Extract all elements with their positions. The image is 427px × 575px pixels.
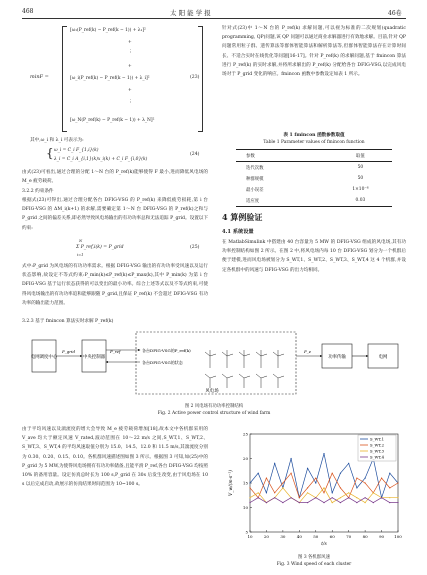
eq23-row-8: [ω_N(P_ref(k) − P_ref(k − 1)) + λ_N]²	[70, 118, 155, 123]
p-ref-mid-label: 各台DFIG-VSG的P_ref(k)	[142, 348, 191, 353]
left-paragraph-1	[22, 168, 208, 186]
eq23-row-1: [ω₁(P_ref(k) − P_ref(k − 1)) + λ₁]²	[70, 28, 146, 33]
table-cell-name: 适应度	[246, 198, 260, 204]
data-point	[397, 502, 398, 503]
eq23-row-4: +	[128, 64, 132, 69]
data-point	[315, 497, 316, 498]
data-point	[258, 473, 259, 474]
left-paragraph-1-text: 由式(23)可看出,通过合理的分配 1～N 台的 P_ref(k)能够使得 F 最小,进而降低风电场的 M_e 疲劳载荷。	[22, 170, 208, 185]
data-point	[266, 492, 267, 493]
data-point	[315, 482, 316, 483]
y-tick-label: 20	[242, 456, 248, 461]
heading-4-1: 4.1 系统设置	[222, 229, 254, 235]
data-point	[348, 497, 349, 498]
y-axis-label: V_w/(m·s⁻¹)	[229, 470, 234, 496]
eq25-number: (25)	[190, 245, 200, 250]
data-point	[315, 478, 316, 479]
right-paragraph-1	[222, 24, 406, 79]
eq24-number: (24)	[190, 152, 200, 157]
data-point	[323, 487, 324, 488]
turbine-icon	[205, 350, 216, 368]
data-point	[282, 487, 283, 488]
data-point	[332, 502, 333, 503]
left-paragraph-3-text: 式中:P_grid 为风电场的有功功率需求。根据 DFIG-VSG 输出的有功功率受风速以及运行状态影响,故设定不等式约束:P_min(k)≤P_ref(k)≤P_max(k),其中 P_min(k) 为第 i 台 DFIG-VSG 基于运行状态获得的可以变出的最小功率。综合上述等式以及不等式约束,可使得风电场输出的有功功率追和能够跟随 P_grid,且保证 P_ref(k) 不会超过 DFIG-VSG 有功功率的输出能力范围。	[22, 264, 208, 306]
data-point	[307, 502, 308, 503]
equation-23	[30, 24, 206, 134]
parameter-table	[236, 149, 392, 207]
eq23-row-6: +	[128, 88, 132, 93]
eq25: Σ P_ref,i(k) = P_grid	[76, 245, 124, 250]
x-tick-label: 20	[263, 534, 269, 539]
legend-label: S_WT,2	[370, 442, 384, 448]
data-point	[249, 502, 250, 503]
data-point	[266, 478, 267, 479]
data-point	[356, 478, 357, 479]
data-point	[356, 502, 357, 503]
data-point	[348, 492, 349, 493]
bottom-left-paragraph	[22, 425, 208, 489]
data-point	[299, 502, 300, 503]
data-point	[397, 497, 398, 498]
table-cell-name: 种群规模	[246, 176, 264, 182]
data-point	[274, 463, 275, 464]
table-cell-value: 50	[357, 176, 364, 181]
fig3-caption-en: Fig. 3 Wind speed of each cluster	[276, 562, 352, 567]
right-paragraph-1-text: 针对式(23)中 1～N 台的 P_ref(k) 求解问题,可以视为标准的二次规划(quadratic programming, QP)问题,该 QP 问题可以通过商业求解器进行有效地求解。目前,针对 QP 问题常用粒子群、遗传算法等群体智能算法和解析算法等,但群体智能算法存在计算时间长、不适合实时在线优化等问题[16-17]。针对 P_ref(k) 的求解问题,基于 fmincon 算法进行 P_ref(k) 的实时求解,并将所求解出的 P_ref(k) 分配给各台 DFIG-VSG,以完成风电场对于 P_grid 变化的响应。fmincon 函数中参数设定如表 1 所示。	[222, 26, 406, 78]
eq23-number: (23)	[190, 75, 200, 80]
table-row	[236, 195, 392, 207]
table1-title-cn: 表 1 fmincon 函数参数取值	[283, 133, 345, 138]
controller-label: 中央控制器	[83, 355, 105, 360]
data-point	[348, 463, 349, 464]
right-paragraph-2	[222, 238, 406, 275]
turbine-icon	[256, 350, 267, 368]
heading-3-2-2: 3.2.2 约束条件	[22, 189, 54, 194]
data-point	[340, 502, 341, 503]
x-tick-label: 10	[247, 534, 253, 539]
data-point	[373, 502, 374, 503]
journal-title: 太 阳 能 学 报	[170, 9, 211, 17]
section-title-4: 4 算例验证	[222, 212, 263, 222]
data-point	[332, 473, 333, 474]
table-cell-value: 0.03	[355, 198, 366, 203]
turbine-icon	[222, 374, 233, 388]
data-point	[365, 497, 366, 498]
right-paragraph-2-text: 在 MatlabSimulink 中搭建由 40 台容量为 5 MW 的 DFIG-VSG 组成的风电场,其有功功率控制结构如图 2 所示。在图 2 中,将风电场内每 10 台 DFIG-VSG 划分为一个机群后便于建模,进而风电场被划分为 S_WT,1、S_WT,2、S_WT,3、S_WT,4 这 4 个机群,并设定各机群中的风速与 DFIG-VSG 的出力均相同。	[222, 240, 406, 273]
eq25-sum-top: N	[79, 239, 83, 243]
p-grid-label: P_grid	[62, 349, 76, 354]
data-point	[365, 482, 366, 483]
table-cell-name: 最小误差	[246, 187, 264, 193]
data-point	[323, 502, 324, 503]
data-point	[291, 473, 292, 474]
header-rule	[22, 18, 406, 19]
x-tick-label: 50	[313, 534, 319, 539]
dispatch-label: 电网调度中心	[30, 355, 58, 360]
x-tick-label: 100	[394, 534, 402, 539]
eq23-row-2: +	[128, 40, 132, 45]
turbine-icon	[273, 350, 284, 368]
eq23-bracket	[62, 26, 67, 132]
x-tick-label: 70	[346, 534, 352, 539]
table-row	[236, 184, 392, 195]
table-header-value: 取值	[356, 153, 365, 159]
table1-title-en: Table 1 Parameter values of fmincon function	[263, 140, 365, 145]
data-point	[381, 497, 382, 498]
x-axis-label: t/s	[321, 542, 327, 547]
eq25-sum-bottom: i=1	[77, 253, 84, 257]
data-point	[389, 497, 390, 498]
table-row	[236, 173, 392, 184]
data-point	[282, 482, 283, 483]
data-point	[340, 497, 341, 498]
eq23-row-3: ⋮	[128, 50, 133, 55]
heading-3-2-3: 3.2.3 基于 fmincon 算法实时求解 P_ref(k)	[22, 319, 114, 324]
fig2-caption-cn: 图 2 风电场有功功率控制结构	[184, 404, 244, 409]
data-point	[307, 468, 308, 469]
data-point	[323, 453, 324, 454]
x-tick-label: 30	[280, 534, 286, 539]
state-label: 各台DFIG-VSG的状态	[142, 360, 183, 365]
data-point	[356, 487, 357, 488]
data-point	[373, 492, 374, 493]
table-header-param: 参数	[246, 153, 255, 159]
eq23-row-5: [ω_i(P_ref(k) − P_ref(k − 1)) + λ_i]²	[70, 76, 150, 81]
p-ref-label: P_ref	[110, 349, 121, 354]
data-point	[340, 487, 341, 488]
eq23-row-7: ⋮	[128, 100, 133, 105]
y-tick-label: 15	[242, 480, 248, 486]
data-point	[323, 492, 324, 493]
data-point	[307, 492, 308, 493]
data-point	[258, 492, 259, 493]
fig2-caption-en: Fig. 2 Active power control structure of wind farm	[157, 411, 271, 416]
data-point	[332, 492, 333, 493]
table-cell-value: 1×10⁻⁸	[352, 187, 369, 192]
y-tick-label: 10	[242, 505, 248, 510]
data-point	[266, 502, 267, 503]
data-point	[249, 497, 250, 498]
data-point	[389, 473, 390, 474]
data-point	[291, 497, 292, 498]
table-cell-name: 迭代次数	[246, 165, 264, 171]
page-number: 468	[22, 8, 34, 15]
wind-farm-label: 风电场	[205, 389, 219, 394]
turbine-array	[205, 350, 284, 388]
turbine-icon	[239, 374, 250, 388]
data-point	[365, 502, 366, 503]
data-point	[274, 492, 275, 493]
left-paragraph-2	[22, 196, 208, 233]
wind-speed-chart	[222, 428, 406, 552]
bottom-left-paragraph-text: 由于平均风速以及湍流度的增大会导致 M_e 疲劳载荷增加[18],故本文中各机群采用的 V_ave 均大于额定风速 V_rated,波动范围在 10～22 m/s 之间,S_WT,1、S_WT,2、S_WT,3、S_WT,4 的平均风速取值分别为 15.0、14.5、12.0 和 11.5 m/s,其湍流度分别为 0.30、0.20、0.15、0.10。各机群风速描述图如图 3 所示。根据图 3 可知,如(25)中的 P_grid 为 5 MW,为使得风电场拥有有功功率储备,且能平滑 P_ref,各台 DFIG-VSG 均按照 10% 的备用容量。设定仿真总时长为 100 s,P_grid 在 30s 后发生改变,由于风电场在 10 s 以后完成启动,故展示的仿真结果时间范围为 10~100 s。	[22, 427, 208, 488]
turbine-icon	[239, 350, 250, 368]
y-tick-label: 5	[245, 529, 248, 535]
data-point	[307, 487, 308, 488]
legend-label: S_WT,1	[370, 436, 384, 442]
data-point	[274, 497, 275, 498]
data-point	[389, 502, 390, 503]
p-e-label: P_e	[304, 349, 312, 354]
data-point	[365, 478, 366, 479]
data-point	[340, 473, 341, 474]
legend-label: S_WT,3	[370, 448, 384, 454]
data-point	[282, 502, 283, 503]
data-point	[249, 487, 250, 488]
volume: 46卷	[388, 10, 402, 17]
data-point	[291, 458, 292, 459]
turbine-icon	[205, 374, 216, 388]
table-header-row	[236, 150, 392, 162]
data-point	[381, 478, 382, 479]
y-tick-label: 25	[242, 431, 248, 437]
table-cell-value: 50	[357, 165, 364, 170]
data-point	[389, 487, 390, 488]
x-tick-label: 80	[362, 534, 368, 539]
distribution-label: 功率传输	[328, 355, 346, 360]
x-tick-label: 90	[379, 534, 385, 539]
turbine-icon	[222, 350, 233, 368]
eq24-line-1: ω_i = C_i F_{1,i}(k)	[54, 148, 99, 153]
turbine-icon	[273, 374, 284, 388]
data-point	[258, 497, 259, 498]
left-paragraph-2-text: 根据式(23)可得出,通过合理分配各台 DFIG-VSG 的 P_ref(k) 来降低疲劳损耗,第 i 台 DFIG-VSG 的 ΔM_i(k+1) 的求解,需要确定第 1～N 台 DFIG-VSG 的 P_ref(k)之和与 P_grid 之间的偏差关系,即必然导致风电场输出的有功功率总和无法追踪 P_grid。设置以下约束:	[22, 198, 208, 231]
table-row	[236, 162, 392, 174]
fig3-caption-cn: 图 3 各机群风速	[298, 555, 330, 560]
eq24-brace: {	[46, 146, 54, 160]
left-paragraph-3	[22, 262, 208, 308]
x-tick-label: 40	[296, 534, 302, 539]
data-point	[397, 482, 398, 483]
data-point	[356, 497, 357, 498]
legend-label: S_WT,4	[370, 454, 384, 460]
turbine-icon	[256, 374, 267, 388]
data-point	[299, 497, 300, 498]
x-tick-label: 60	[329, 534, 335, 539]
grid-label: 电网	[378, 355, 388, 360]
eq23-lhs: minF =	[30, 74, 49, 80]
data-point	[332, 497, 333, 498]
eq-where: 其中,ω_i 和 λ_i 可表示为:	[30, 138, 84, 143]
figure-2-diagram	[22, 328, 406, 400]
eq24-line-2: λ_i = C_i A_{i,1}(k)x_i(k) + C_i F_{i,0}(k)	[54, 157, 148, 162]
data-point	[249, 482, 250, 483]
